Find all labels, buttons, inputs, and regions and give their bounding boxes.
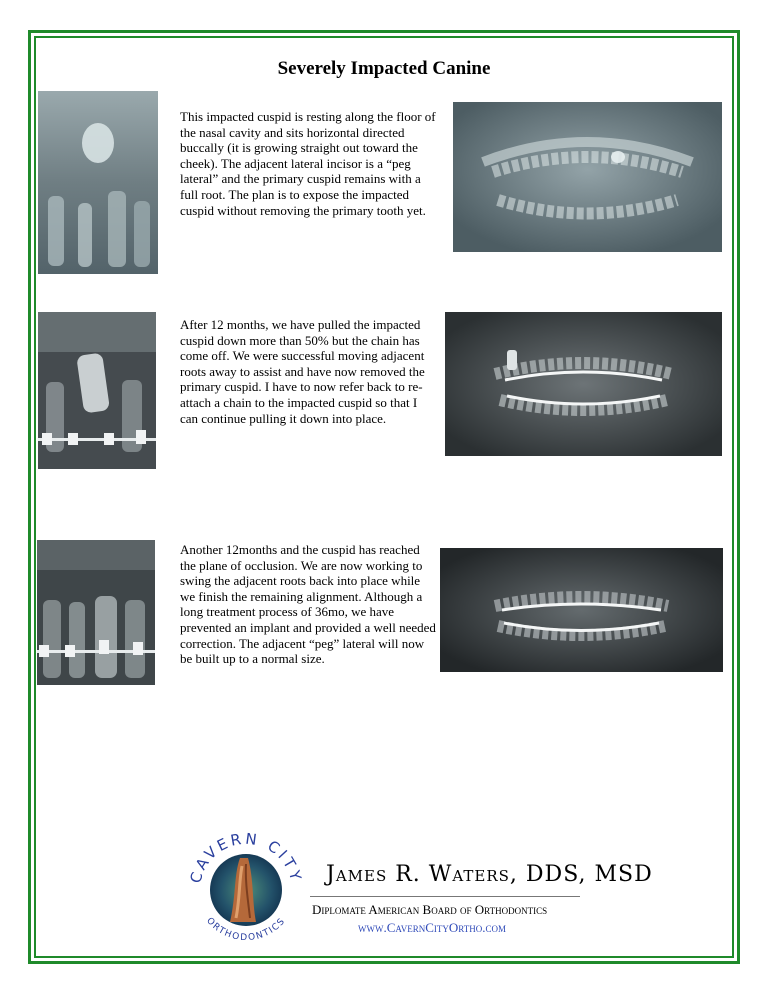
section-1-text: This impacted cuspid is resting along the floor of the nasal cavity and sits horizontal directed buccally (it is growing straight out toward the cheek). The adjacent lateral incisor is a “peg lateral” and the primary cuspid remains with a full root. The plan is to expose the impacted cuspid without removing the primary tooth yet.: [180, 109, 436, 218]
panoramic-xray-1: [453, 102, 722, 252]
cavern-city-orthodontics-logo: [182, 826, 310, 948]
logo-top-text: CAVERN CITY: [186, 829, 306, 886]
section-2-text: After 12 months, we have pulled the impacted cuspid down more than 50% but the chain has come off. We were successful moving adjacent roots away to assist and have now removed the primary cuspid. I have to now refer back to re-attach a chain to the impacted cuspid so that I can continue pulling it down into place.: [180, 317, 425, 426]
logo-bottom-text: ORTHODONTICS: [204, 915, 288, 944]
website-link[interactable]: www.CavernCityOrtho.com: [358, 920, 507, 935]
footer-divider: [310, 896, 580, 897]
section-3-text: Another 12months and the cuspid has reached the plane of occlusion. We are now working to swing the adjacent roots back into place while we finish the remaining alignment. Although a long treatment process of 36mo, we have prevented an implant and provided a well needed correction. The adjacent “peg” lateral will now be built up to a normal size.: [180, 542, 436, 667]
doctor-name: James R. Waters, DDS, MSD: [326, 862, 653, 887]
periapical-xray-1: [38, 91, 158, 274]
panoramic-xray-2: [445, 312, 722, 456]
doctor-credential: Diplomate American Board of Orthodontics: [312, 902, 548, 917]
periapical-xray-2: [38, 312, 156, 469]
page-title: Severely Impacted Canine: [277, 58, 491, 79]
panoramic-xray-3: [440, 548, 723, 672]
periapical-xray-3: [37, 540, 155, 685]
